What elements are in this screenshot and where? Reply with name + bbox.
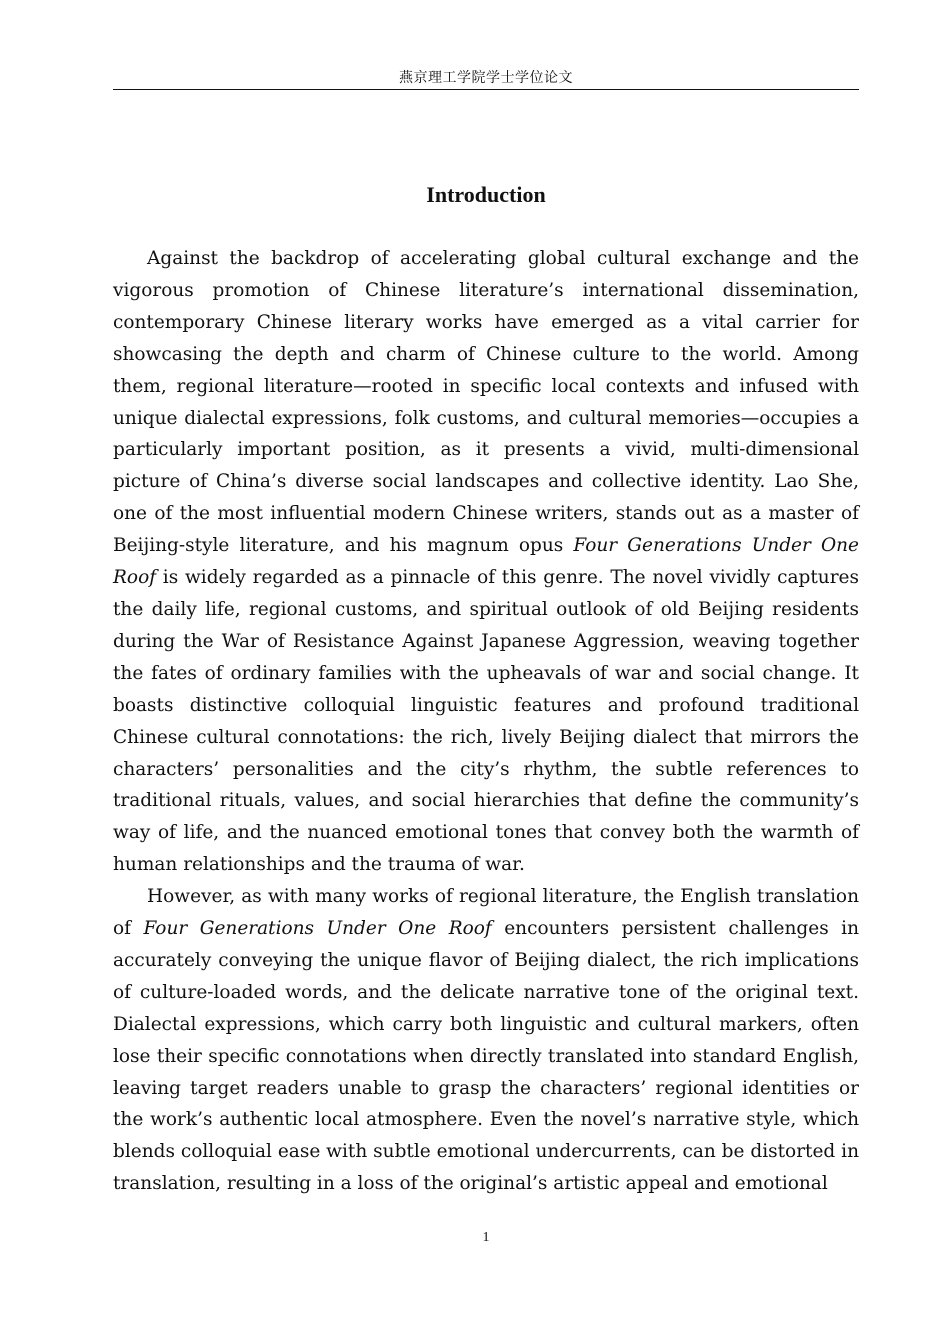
section-title: Introduction [426,182,546,207]
paragraph-2-text-a: However, as with many works of regional literature, the English translation of [113,886,859,940]
paragraph-1-text-a: Against the backdrop of accelerating global cultural exchange and the vigorous promotion of Chinese literature’s international dissemination, contemporary Chinese literary works have emerged as a vital carrier for showcasing the depth and charm of Chinese culture to the world. Among them, regional literature—rooted in specific local contexts and infused with unique dialectal expressions, folk customs, and cultural memories—occupies a particularly important position, as it presents a vivid, multi-dimensional picture of China’s diverse social landscapes and collective identity. Lao She, one of the most influential modern Chinese writers, stands out as a master of Beijing-style literature, and his magnum opus [113,248,859,557]
body-text [113,243,859,1200]
paragraph-2-book-title: Four Generations Under One Roof [143,918,492,940]
paragraph-1-text-b: is widely regarded as a pinnacle of this genre. The novel vividly captures the daily life, regional customs, and spiritual outlook of old Beijing residents during the War of Resistance Against Japanese Aggression, weaving together the fates of ordinary families with the upheavals of war and social change. It boasts distinctive colloquial linguistic features and profound traditional Chinese cultural connotations: the rich, lively Beijing dialect that mirrors the characters’ personalities and the city’s rhythm, the subtle references to traditional rituals, values, and social hierarchies that define the community’s way of life, and the nuanced emotional tones that convey both the warmth of human relationships and the trauma of war. [113,567,859,876]
page-number: 1 [482,1230,490,1245]
paragraph-2 [113,881,859,1200]
paragraph-2-text-b: encounters persistent challenges in accurately conveying the unique flavor of Beijing dialect, the rich implications of culture-loaded words, and the delicate narrative tone of the original text. Dialectal expressions, which carry both linguistic and cultural markers, often lose their specific connotations when directly translated into standard English, leaving target readers unable to grasp the characters’ regional identities or the work’s authentic local atmosphere. Even the novel’s narrative style, which blends colloquial ease with subtle emotional undercurrents, can be distorted in translation, resulting in a loss of the original’s artistic appeal and emotional [113,918,860,1195]
paragraph-1-book-title: Four Generations Under One Roof [113,535,859,589]
paragraph-1 [113,243,859,881]
header-rule [113,89,859,90]
running-header: 燕京理工学院学士学位论文 [399,70,573,86]
